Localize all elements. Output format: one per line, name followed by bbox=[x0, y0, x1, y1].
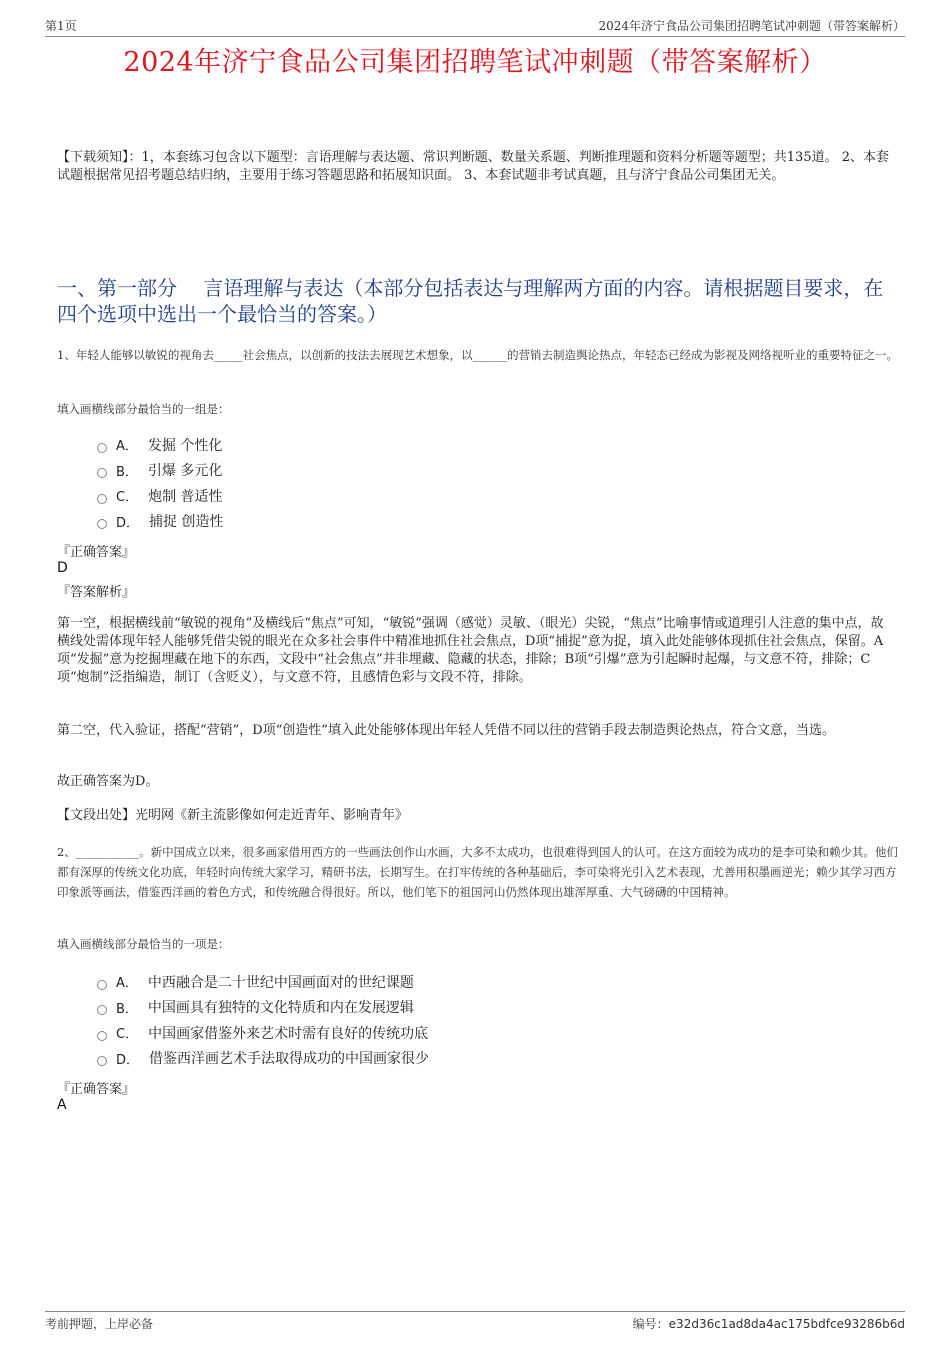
question-1-text: 1、年轻人能够以敏锐的视角去_____社会焦点，以创新的技法去展现艺术想象，以______的营销去制造舆论热点，年轻态已经成为影视及网络视听业的重要特征之一。 bbox=[57, 348, 899, 362]
page-footer bbox=[45, 1311, 905, 1332]
radio-icon[interactable] bbox=[97, 494, 107, 504]
footer-slogan: 考前押题，上岸必备 bbox=[45, 1317, 154, 1331]
question-1-answer-label: 『正确答案』 bbox=[57, 545, 136, 560]
question-2-option-d[interactable]: D． 借鉴西洋画艺术手法取得成功的中国画家很少 bbox=[97, 1046, 429, 1072]
page-number: 第1页 bbox=[45, 19, 77, 33]
question-1-options bbox=[97, 432, 223, 534]
question-1-analysis-para-3: 故正确答案为D。 bbox=[57, 774, 159, 789]
page-header bbox=[45, 14, 905, 37]
question-1-analysis-para-1: 第一空，根据横线前“敏锐的视角”及横线后“焦点”可知，“敏锐”强调（感觉）灵敏、（眼光）尖锐，“焦点”比喻事情或道理引人注意的集中点，故横线处需体现年轻人能够凭借尖锐的眼光在众多社会事件中精准地抓住社会焦点，D项“捕捉”意为捉，填入此处能够体现抓住社会焦点，保留。A项“发掘”意为挖掘埋藏在地下的东西，文段中“社会焦点”并非埋藏、隐藏的状态，排除；B项“引爆”意为引起瞬时起爆，与文意不符，排除；C项“炮制”泛指编造，制订（含贬义），与文意不符，且感情色彩与文段不符，排除。 bbox=[57, 616, 884, 685]
question-1-option-b[interactable]: B． 引爆 多元化 bbox=[97, 458, 223, 484]
question-1-prompt: 填入画横线部分最恰当的一组是： bbox=[57, 402, 230, 416]
question-1-option-a[interactable]: A． 发掘 个性化 bbox=[97, 432, 223, 458]
radio-icon[interactable] bbox=[97, 468, 107, 478]
question-1-source: 【文段出处】光明网《新主流影像如何走近青年、影响青年》 bbox=[57, 808, 409, 823]
question-1-option-c[interactable]: C． 炮制 普适性 bbox=[97, 483, 223, 509]
question-2-answer: A bbox=[57, 1097, 67, 1113]
question-2-text: 2、___________。新中国成立以来，很多画家借用西方的一些画法创作山水画，大多不太成功，也很难得到国人的认可。在这方面较为成功的是李可染和赖少其。他们都有深厚的传统文化功底，年轻时向传统大家学习，精研书法，长期写生。在打牢传统的各种基础后，李可染将光引入艺术表现，尤善用积墨画逆光；赖少其学习西方印象派等画法，借鉴西洋画的着色方式，和传统融合得很好。所以，他们笔下的祖国河山仍然体现出雄浑厚重、大气磅礴的中国精神。 bbox=[57, 845, 899, 899]
radio-icon[interactable] bbox=[97, 443, 107, 453]
question-2-option-b[interactable]: B． 中国画具有独特的文化特质和内在发展逻辑 bbox=[97, 995, 429, 1021]
question-2-option-a[interactable]: A． 中西融合是二十世纪中国画面对的世纪课题 bbox=[97, 969, 429, 995]
question-1-analysis-label: 『答案解析』 bbox=[57, 585, 136, 600]
section-heading: 一、第一部分 言语理解与表达（本部分包括表达与理解两方面的内容。请根据题目要求，在四个选项中选出一个最恰当的答案。） bbox=[57, 276, 884, 326]
question-1-analysis-para-2: 第二空，代入验证，搭配“营销”，D项“创造性”填入此处能够体现出年轻人凭借不同以往的营销手段去制造舆论热点，符合文意，当选。 bbox=[57, 723, 836, 738]
question-2-option-c[interactable]: C． 中国画家借鉴外来艺术时需有良好的传统功底 bbox=[97, 1020, 429, 1046]
document-title: 2024年济宁食品公司集团招聘笔试冲刺题（带答案解析） bbox=[123, 47, 827, 78]
question-2-answer-label: 『正确答案』 bbox=[57, 1082, 136, 1097]
header-doc-title: 2024年济宁食品公司集团招聘笔试冲刺题（带答案解析） bbox=[598, 19, 905, 33]
radio-icon[interactable] bbox=[97, 1056, 107, 1066]
radio-icon[interactable] bbox=[97, 519, 107, 529]
radio-icon[interactable] bbox=[97, 980, 107, 990]
question-1-option-d[interactable]: D． 捕捉 创造性 bbox=[97, 509, 223, 535]
question-2-options bbox=[97, 969, 429, 1071]
footer-code: 编号：e32d36c1ad8da4ac175bdfce93286b6d bbox=[632, 1317, 905, 1331]
question-2-prompt: 填入画横线部分最恰当的一项是： bbox=[57, 937, 230, 951]
download-notice: 【下载须知】：1，本套练习包含以下题型：言语理解与表达题、常识判断题、数量关系题、判断推理题和资料分析题等题型；共135道。 2、本套试题根据常见招考题总结归纳，主要用于练习答题思路和拓展知识面。 3、本套试题非考试真题，且与济宁食品公司集团无关。 bbox=[57, 150, 889, 183]
radio-icon[interactable] bbox=[97, 1005, 107, 1015]
question-1-answer: D bbox=[57, 560, 68, 576]
radio-icon[interactable] bbox=[97, 1031, 107, 1041]
